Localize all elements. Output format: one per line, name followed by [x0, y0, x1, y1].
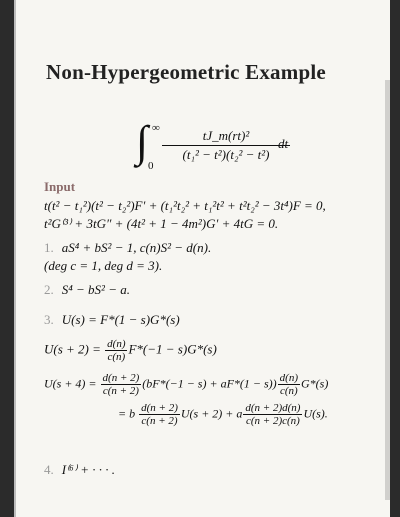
u2-fraction	[105, 338, 127, 363]
u4-fraction-1	[101, 372, 142, 397]
equation-u-s-plus-4-cont	[118, 402, 400, 427]
u2-lhs: U(s + 2) =	[44, 341, 101, 357]
u4-f1-num: d(n + 2)	[102, 372, 140, 384]
u4b-fraction-2	[243, 402, 302, 427]
integrand-denominator: (t₁² − t²)(t₂² − t²)	[182, 147, 270, 162]
step-2-text: S⁴ − bS² − a.	[61, 282, 130, 297]
slide	[14, 0, 390, 517]
step-1-text: aS⁴ + bS² − 1, c(n)S² − d(n).	[61, 240, 212, 255]
integral-differential: dt	[278, 136, 289, 151]
u4-fraction-2	[278, 372, 300, 397]
u4b-f1-num: d(n + 2)	[141, 402, 178, 414]
integral-sign: ∫	[136, 117, 149, 166]
equation-u-s-plus-4	[44, 372, 374, 397]
equation-line-1: t(t² − t₁²)(t² − t₂²)F′ + (t₁²t₂² + t₁²t² + t²t₂² − 3t⁴)F = 0,	[44, 198, 326, 213]
u4-f1-den: c(n + 2)	[102, 385, 139, 397]
step-1-number: 1.	[44, 240, 54, 255]
u4-f2-den: c(n)	[279, 385, 298, 397]
step-4-text: I⁽⁶⁾ + · · · .	[61, 462, 116, 477]
integral-lower-limit: 0	[148, 160, 154, 172]
step-4-number: 4.	[44, 462, 54, 477]
u4b-f2-num: d(n + 2)d(n)	[245, 402, 301, 414]
step-3-text: U(s) = F*(1 − s)G*(s)	[61, 312, 180, 327]
step-1	[44, 240, 374, 256]
integral-formula	[126, 117, 306, 174]
step-3-number: 3.	[44, 312, 54, 327]
u2-fraction-num: d(n)	[107, 338, 126, 350]
fraction-bar	[162, 145, 290, 146]
input-label: Input	[44, 179, 76, 194]
step-3	[44, 312, 374, 328]
slide-title: Non-Hypergeometric Example	[46, 60, 326, 84]
u4b-eq: = b	[118, 406, 136, 421]
u4b-middle: U(s + 2) + a	[180, 406, 243, 421]
u4b-end: U(s).	[303, 406, 328, 421]
u2-fraction-den: c(n)	[107, 351, 126, 363]
integrand-numerator: tJ_m(rt)²	[202, 128, 250, 143]
step-2-number: 2.	[44, 282, 54, 297]
equation-line-2: t²G⁽³⁾ + 3tG″ + (4t² + 1 − 4m²)G′ + 4tG = 0.	[44, 216, 279, 231]
page-edge-shadow	[385, 80, 390, 500]
u4b-fraction-1	[139, 402, 180, 427]
u4b-f1-den: c(n + 2)	[141, 415, 178, 427]
step-4	[44, 462, 374, 478]
integral-upper-limit: ∞	[152, 122, 160, 134]
u4-f2-num: d(n)	[279, 372, 298, 384]
step-1-degree: (deg c = 1, deg d = 3).	[44, 258, 163, 273]
u2-rhs: F*(−1 − s)G*(s)	[128, 341, 217, 357]
u4b-f2-den: c(n + 2)c(n)	[246, 415, 300, 427]
u4-lhs: U(s + 4) =	[44, 376, 97, 391]
integrand-fraction	[162, 128, 290, 163]
step-2	[44, 282, 374, 298]
equation-u-s-plus-2	[44, 338, 374, 363]
u4-end: G*(s)	[300, 376, 329, 391]
u4-middle: (bF*(−1 − s) + aF*(1 − s))	[142, 376, 277, 391]
